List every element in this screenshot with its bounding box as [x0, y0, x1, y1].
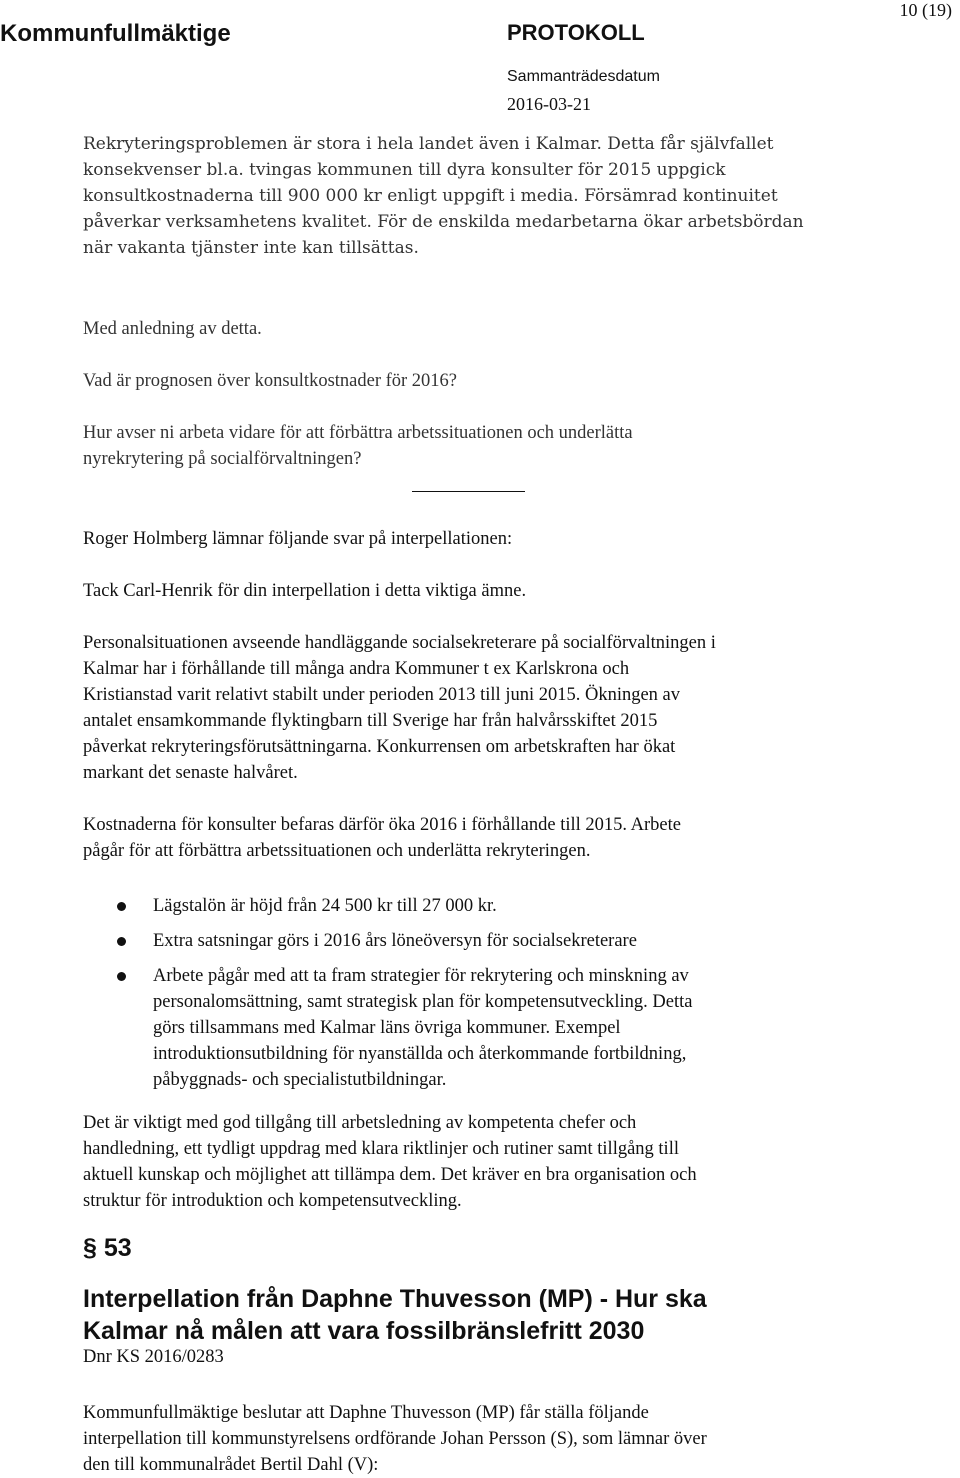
text-line: påverkat rekryteringsförutsättningarna. Konkurrensen om arbetskraften har ökat	[83, 737, 676, 757]
text-line: handledning, ett tydligt uppdrag med klara riktlinjer och rutiner samt tillgång till	[83, 1139, 679, 1159]
text-line: Kostnaderna för konsulter befaras därför öka 2016 i förhållande till 2015. Arbete	[83, 815, 681, 835]
list-item	[83, 928, 863, 954]
page-number: 10 (19)	[899, 0, 952, 20]
text-line: påverkar verksamhetens kvalitet. För de enskilda medarbetarna ökar arbetsbördan	[83, 212, 804, 232]
text-line: den till kommunalrådet Bertil Dahl (V):	[83, 1455, 379, 1475]
paragraph-2	[83, 812, 863, 864]
text-line: pågår för att förbättra arbetssituationen och underlätta rekryteringen.	[83, 841, 591, 861]
answer-intro: Roger Holmberg lämnar följande svar på interpellationen:	[83, 529, 513, 549]
text-line: Lägstalön är höjd från 24 500 kr till 27 000 kr.	[153, 896, 497, 916]
text-line: konsultkostnaderna till 900 000 kr enligt uppgift i media. Försämrad kontinuitet	[83, 186, 778, 206]
text-line: konsekvenser bl.a. tvingas kommunen till dyra konsulter för 2015 uppgick	[83, 160, 726, 180]
section-body	[83, 1400, 863, 1478]
measures-list	[83, 893, 863, 1102]
text-line: struktur för introduktion och kompetensutveckling.	[83, 1191, 462, 1211]
text-line: markant det senaste halvåret.	[83, 763, 298, 783]
meeting-date: 2016-03-21	[507, 94, 591, 114]
text-line: Rekryteringsproblemen är stora i hela landet även i Kalmar. Detta får självfallet	[83, 134, 774, 154]
title-line: Interpellation från Daphne Thuvesson (MP) - Hur ska	[83, 1285, 707, 1313]
thanks-text: Tack Carl-Henrik för din interpellation i detta viktiga ämne.	[83, 581, 527, 601]
interpellation-quote	[83, 131, 863, 261]
bullet-icon	[117, 902, 126, 911]
text-line: görs tillsammans med Kalmar läns övriga kommuner. Exempel	[153, 1018, 621, 1038]
text-line: interpellation till kommunstyrelsens ordförande Johan Persson (S), som lämnar över	[83, 1429, 707, 1449]
text-line: Kommunfullmäktige beslutar att Daphne Thuvesson (MP) får ställa följande	[83, 1403, 649, 1423]
text-line: antalet ensamkommande flyktingbarn till Sverige har från halvårsskiftet 2015	[83, 711, 658, 731]
text-line: Hur avser ni arbeta vidare för att förbättra arbetssituationen och underlätta	[83, 423, 633, 443]
section-divider	[412, 491, 525, 492]
text-line: Extra satsningar görs i 2016 års löneöversyn för socialsekreterare	[153, 931, 637, 951]
text-line: introduktionsutbildning för nyanställda och återkommande fortbildning,	[153, 1044, 687, 1064]
text-line: aktuell kunskap och möjlighet att tillämpa dem. Det kräver en bra organisation och	[83, 1165, 697, 1185]
med-anledning-text: Med anledning av detta.	[83, 319, 262, 339]
title-line: Kalmar nå målen att vara fossilbränslefritt 2030	[83, 1317, 645, 1345]
paragraph-3	[83, 1110, 863, 1214]
list-item	[83, 893, 863, 919]
list-item	[83, 963, 863, 1093]
text-line: nyrekrytering på socialförvaltningen?	[83, 449, 362, 469]
section-title	[83, 1283, 707, 1347]
meeting-date-label: Sammanträdesdatum	[507, 68, 660, 85]
diary-number: Dnr KS 2016/0283	[83, 1347, 224, 1367]
document-type: PROTOKOLL	[507, 20, 645, 45]
question-1: Vad är prognosen över konsultkostnader för 2016?	[83, 371, 458, 391]
header-organization: Kommunfullmäktige	[0, 20, 231, 47]
text-line: påbyggnads- och specialistutbildningar.	[153, 1070, 447, 1090]
bullet-icon	[117, 972, 126, 981]
question-2	[83, 420, 863, 472]
text-line: Kristianstad varit relativt stabilt under perioden 2013 till juni 2015. Ökningen av	[83, 685, 681, 705]
text-line: när vakanta tjänster inte kan tillsättas.	[83, 238, 419, 258]
text-line: Personalsituationen avseende handläggande socialsekreterare på socialförvaltningen i	[83, 633, 716, 653]
paragraph-1	[83, 630, 863, 786]
text-line: Kalmar har i förhållande till många andra Kommuner t ex Karlskrona och	[83, 659, 630, 679]
text-line: Det är viktigt med god tillgång till arbetsledning av kompetenta chefer och	[83, 1113, 637, 1133]
text-line: Arbete pågår med att ta fram strategier för rekrytering och minskning av	[153, 966, 689, 986]
text-line: personalomsättning, samt strategisk plan för kompetensutveckling. Detta	[153, 992, 693, 1012]
section-number: § 53	[83, 1234, 132, 1262]
bullet-icon	[117, 937, 126, 946]
